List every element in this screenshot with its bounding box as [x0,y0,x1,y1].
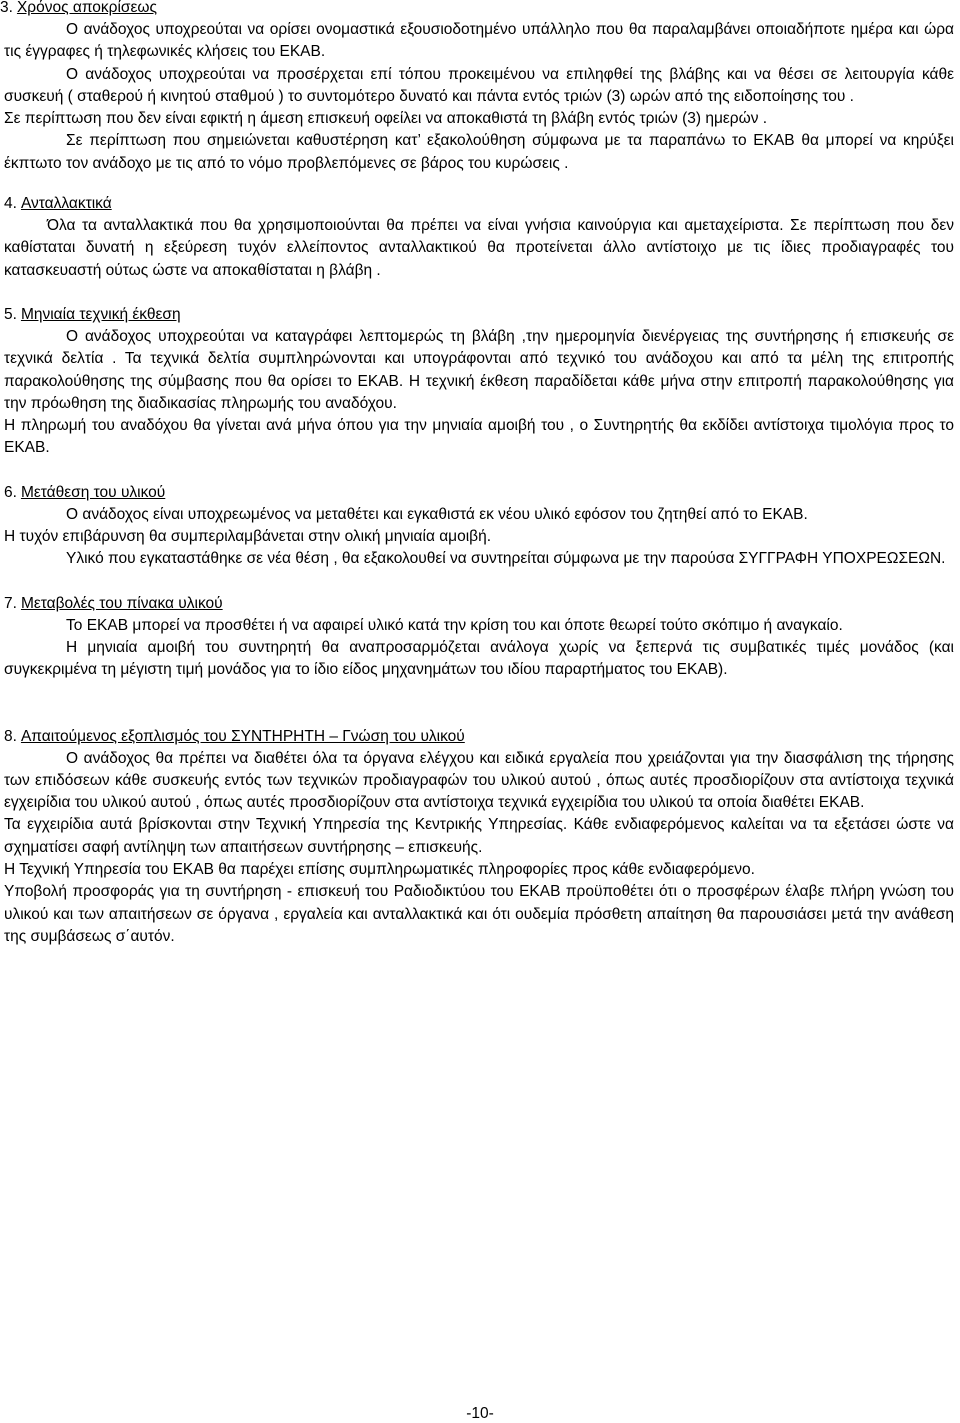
section-title: Χρόνος αποκρίσεως [16,0,157,16]
paragraph: Το ΕΚΑΒ μπορεί να προσθέτει ή να αφαιρεί υλικό κατά την κρίση του και όποτε θεωρεί τούτο σκόπιμο ή αναγκαίο. [66,616,843,634]
paragraph: Σε περίπτωση που σημειώνεται καθυστέρηση κατ’ εξακολούθηση σύμφωνα με τα παραπάνω το ΕΚΑΒ θα μπορεί να κηρύξει έκπτωτο τον ανάδοχο με τις από το νόμο προβλεπόμενες σε βάρος του κυρώσεις . [4,132,954,172]
paragraph: Η μηνιαία αμοιβή του συντηρητή θα αναπροσαρμόζεται ανάλογα χωρίς να ξεπερνά τις συμβατικές τιμές μονάδος (και συγκεκριμένα τη μέγιστη τιμή μονάδος για το ίδιο είδος μηχανημάτων του ιδίου παραρτήματος του ΕΚΑΒ). [4,638,954,679]
paragraph: Ο ανάδοχος υποχρεούται να προσέρχεται επί τόπου προκειμένου να επιληφθεί της βλάβης και να θέσει σε λειτουργία κάθε συσκευή ( σταθερού ή κινητού σταθμού ) το συντομότερο δυνατό και πάντα εντός τριών (3) ωρών από της ειδοποίησης του . [4,65,954,105]
section-number: 5. [4,305,17,323]
paragraph: Η πληρωμή του αναδόχου θα γίνεται ανά μήνα όπου για την μηνιαία αμοιβή του , ο Συντηρητής θα εκδίδει αντίστοιχα τιμολόγια προς το ΕΚΑΒ. [4,417,954,457]
page-number: -10- [466,1405,494,1422]
paragraph: Όλα τα ανταλλακτικά που θα χρησιμοποιούνται θα πρέπει να είναι γνήσια καινούργια και αμεταχείριστα. Σε περίπτωση που δεν καθίσταται δυνατή η εξεύρεση τυχόν ελλείποντος ανταλλακτικού θα προτείνεται άλλο αντίστοιχο με τις ίδιες προδιαγραφές του κατασκευαστή ούτως ώστε να αποκαθίσταται η βλάβη . [4,217,954,279]
section-3-heading [0,0,957,19]
section-number: 7. [4,594,17,612]
section-8-heading [0,726,957,748]
section-4-heading [0,193,957,215]
paragraph: Ο ανάδοχος υποχρεούται να καταγράφει λεπτομερώς τη βλάβη ,την ημερομηνία διενέργειας της συντήρησης ή επισκευής σε τεχνικά δελτία . Τα τεχνικά δελτία συμπληρώνονται και υπογράφονται από τεχνικό του ανάδοχου και από τα μέλη της επιτροπής παρακολούθησης της σύμβασης που θα ορίσει το ΕΚΑΒ. Η τεχνική έκθεση παραδίδεται κάθε μήνα στην επιτροπή παρακολούθησης για την πρόωθηση της διαδικασίας πληρωμής του αναδόχου. [4,327,954,412]
section-number: 8. [4,727,17,745]
paragraph: Η τυχόν επιβάρυνση θα συμπεριλαμβάνεται στην ολική μηνιαία αμοιβή. [4,528,492,546]
paragraph: Υποβολή προσφοράς για τη συντήρηση - επισκευή του Ραδιοδικτύου του ΕΚΑΒ προϋποθέτει ότι ο προσφέρων έλαβε πλήρη γνώση του υλικού και των απαιτήσεων σε όργανα , εργαλεία και ανταλλακτικά και ότι ουδεμία πρόσθετη απαίτηση θα παρουσιάσει μετά την ανάθεση της συμβάσεως σ΄αυτόν. [4,883,954,945]
paragraph: Ο ανάδοχος θα πρέπει να διαθέτει όλα τα όργανα ελέγχου και ειδικά εργαλεία που χρειάζονται για την διασφάλιση της τήρησης των επιδόσεων κάθε συσκευής εντός των τεχνικών προδιαγραφών του υλικού αυτού , όπως αυτές προσδιορίζουν στα αντίστοιχα τεχνικά εγχειρίδια του υλικού αυτού , όπως αυτές προσδιορίζουν στα αντίστοιχα τεχνικά εγχειρίδια του υλικού τα οποία διαθέτει ΕΚΑΒ. [4,749,954,812]
paragraph: Ο ανάδοχος είναι υποχρεωμένος να μεταθέτει και εγκαθιστά εκ νέου υλικό εφόσον του ζητηθεί από το ΕΚΑΒ. [66,505,808,523]
section-number: 6. [4,483,17,501]
paragraph: Τα εγχειρίδια αυτά βρίσκονται στην Τεχνική Υπηρεσία της Κεντρικής Υπηρεσίας. Κάθε ενδιαφερόμενος καλείται να τα εξετάσει ώστε να σχηματίσει σαφή αντίληψη των απαιτήσεων συντήρησης – επισκευής. [4,816,954,856]
section-title: Μεταβολές του πίνακα υλικού [20,594,223,612]
section-6-heading [0,482,957,504]
paragraph: Η Τεχνική Υπηρεσία του ΕΚΑΒ θα παρέχει επίσης συμπληρωματικές πληροφορίες προς κάθε ενδιαφερόμενο. [4,861,755,879]
section-title: Απαιτούμενος εξοπλισμός του ΣΥΝΤΗΡΗΤΗ – Γνώση του υλικού [20,727,465,745]
section-title: Ανταλλακτικά [20,195,112,213]
section-title: Μετάθεση του υλικού [20,483,166,501]
paragraph: Σε περίπτωση που δεν είναι εφικτή η άμεση επισκευή οφείλει να αποκαθιστά τη βλάβη εντός τριών (3) ημερών . [4,110,768,128]
section-title: Μηνιαία τεχνική έκθεση [20,305,181,323]
section-number: 4. [4,195,17,213]
paragraph: Ο ανάδοχος υποχρεούται να ορίσει ονομαστικά εξουσιοδοτημένο υπάλληλο που θα παραλαμβάνει οποιαδήποτε ημέρα και ώρα τις έγγραφες ή τηλεφωνικές κλήσεις του ΕΚΑΒ. [4,21,954,61]
section-5-heading [0,304,957,326]
section-7-heading [0,593,957,615]
section-number: 3. [0,0,13,16]
paragraph: Υλικό που εγκαταστάθηκε σε νέα θέση , θα εξακολουθεί να συντηρείται σύμφωνα με την παρούσα ΣΥΓΓΡΑΦΗ ΥΠΟΧΡΕΩΣΕΩΝ. [66,550,946,568]
